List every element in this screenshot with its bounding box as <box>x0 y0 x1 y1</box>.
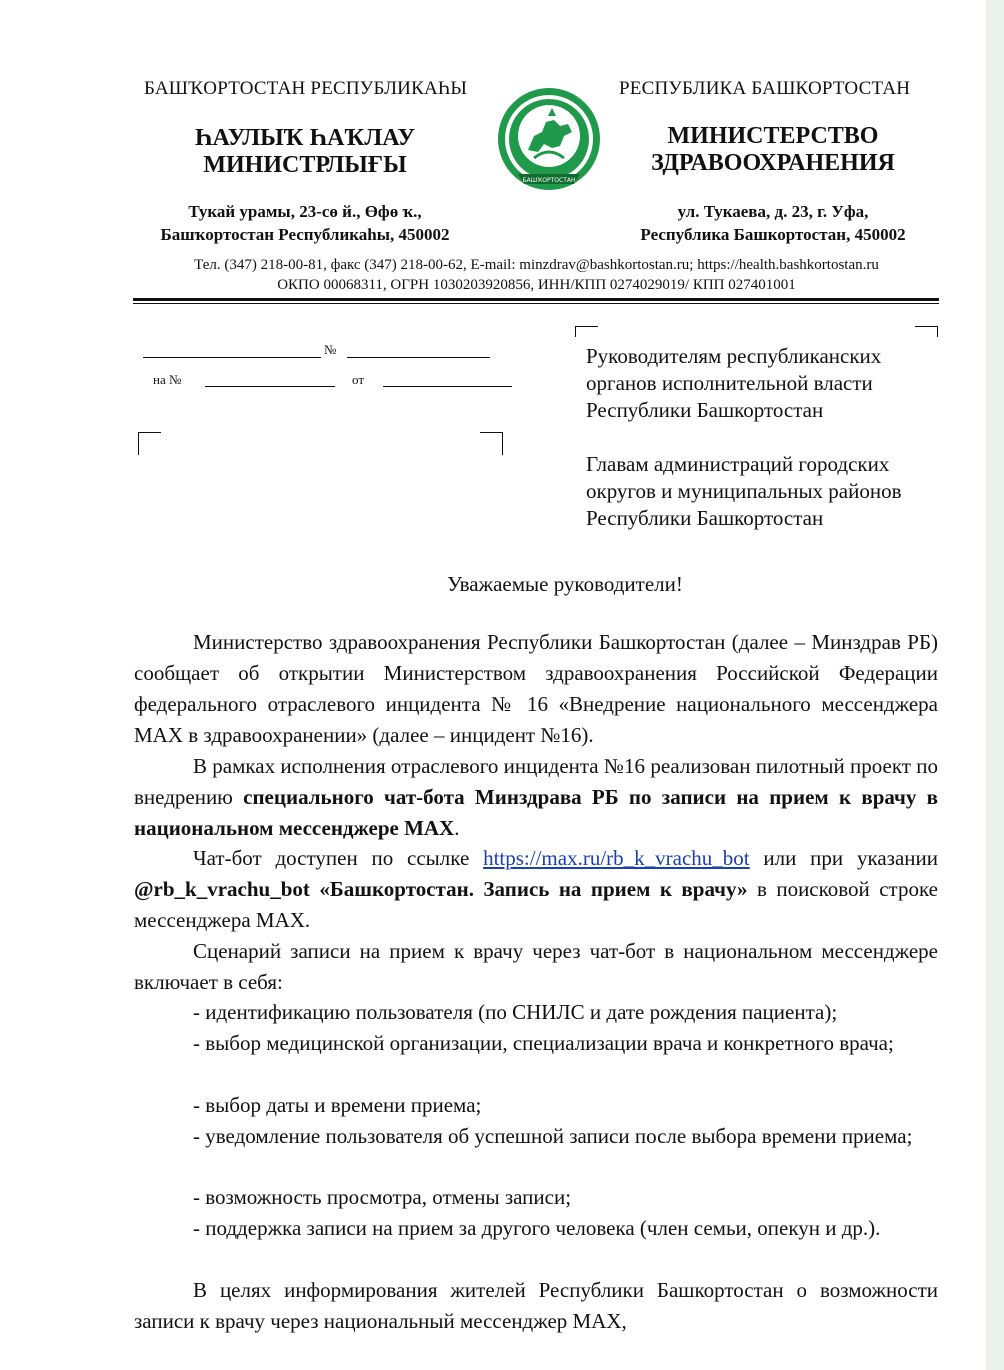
addressee-2-line1: Главам администраций городских <box>586 452 890 476</box>
list-item: - идентификацию пользователя (по СНИЛС и дате рождения пациента); <box>193 1000 838 1024</box>
viewer-background <box>986 0 1004 1370</box>
contact-details <box>135 255 938 295</box>
ministry-ru-line2: ЗДРАВООХРАНЕНИЯ <box>651 150 895 176</box>
contacts-line2: ОКПО 00068311, ОГРН 1030203920856, ИНН/КПП 0274029019/ КПП 027401001 <box>277 277 796 293</box>
addressee-1-line2: органов исполнительной власти <box>586 371 873 395</box>
addressee-block-2 <box>586 451 946 532</box>
bashkortostan-emblem-icon <box>494 86 604 198</box>
list-item: - выбор медицинской организации, специализации врача и конкретного врача; <box>193 1031 894 1055</box>
contacts-line1: Тел. (347) 218-00-81, факс (347) 218-00-62, E-mail: minzdrav@bashkortostan.ru; https://health.bashkortostan.ru <box>194 257 879 273</box>
ministry-name-russian <box>628 123 918 177</box>
outgoing-number-line <box>347 357 490 358</box>
paragraph-4: Сценарий записи на прием к врачу через чат-бот в национальном мессенджере включает в себя: <box>134 939 938 994</box>
outgoing-date-line <box>143 357 321 358</box>
svg-text:БАШҠОРТОСТАН: БАШҠОРТОСТАН <box>522 177 576 184</box>
greeting: Уважаемые руководители! <box>447 572 683 596</box>
p3-text: Чат-бот доступен по ссылке <box>193 846 484 870</box>
addressee-corner-left <box>575 326 598 337</box>
header-divider-thin <box>133 303 939 304</box>
ministry-name-bashkir <box>150 125 460 179</box>
list-item: - уведомление пользователя об успешной записи после выбора времени приема; <box>193 1124 913 1148</box>
address-russian <box>618 200 928 246</box>
addressee-1-line3: Республики Башкортостан <box>586 398 824 422</box>
addressee-corner-right <box>915 326 938 337</box>
reference-date-line <box>383 386 512 387</box>
reference-date-label: от <box>352 372 365 387</box>
p3-bold-text: @rb_k_vrachu_bot «Башкортостан. Запись на прием к врачу» <box>134 877 748 901</box>
addressee-1-line1: Руководителям республиканских <box>586 344 882 368</box>
paragraph-1: Министерство здравоохранения Республики Башкортостан (далее – Минздрав РБ) сообщает об открытии Министерством здравоохранения Российской Федерации федерального отраслевого инцидента № 16 «Внедрение национального мессенджера MAX в здравоохранении» (далее – инцидент №16). <box>134 630 938 747</box>
number-sign: № <box>324 342 337 357</box>
p2-bold-text: специального чат-бота Минздрава РБ по записи на прием к врачу в национальном мессенджере MAX <box>134 785 938 840</box>
header-divider <box>133 298 939 301</box>
reference-number-label: на № <box>153 372 182 387</box>
addressee-block-1 <box>586 343 946 424</box>
address-ba-line1: Тукай урамы, 23-сө й., Өфө ҡ., <box>188 202 422 221</box>
address-ba-line2: Башҡортостан Республикаһы, 450002 <box>160 225 450 244</box>
p3-end-text: в поисковой строке мессенджера MAX. <box>134 877 938 932</box>
list-item: - выбор даты и времени приема; <box>193 1093 482 1117</box>
list-item: - поддержка записи на прием за другого человека (член семьи, опекун и др.). <box>193 1216 881 1240</box>
ministry-ba-line1: ҺАУЛЫҠ ҺАҠЛАУ <box>194 125 416 151</box>
reference-number-line <box>205 386 335 387</box>
address-ru-line1: ул. Тукаева, д. 23, г. Уфа, <box>677 202 869 221</box>
subject-corner-right <box>480 432 503 455</box>
paragraph-5: В целях информирования жителей Республики Башкортостан о возможности записи к врачу через национальный мессенджер MAX, <box>134 1278 938 1333</box>
republic-name-bashkir: БАШҠОРТОСТАН РЕСПУБЛИКАҺЫ <box>144 78 468 99</box>
paragraph-3 <box>134 843 938 936</box>
address-ru-line2: Республика Башкортостан, 450002 <box>640 225 906 244</box>
chatbot-link[interactable]: https://max.ru/rb_k_vrachu_bot <box>483 846 750 870</box>
ministry-ru-line1: МИНИСТЕРСТВО <box>667 123 879 149</box>
list-item: - возможность просмотра, отмены записи; <box>193 1185 572 1209</box>
addressee-2-line3: Республики Башкортостан <box>586 506 824 530</box>
address-bashkir <box>140 200 470 246</box>
ministry-ba-line2: МИНИСТРЛЫҒЫ <box>203 152 407 178</box>
p3-mid-text: или при указании <box>749 846 938 870</box>
p2-text: В рамках исполнения отраслевого инцидента №16 реализован пилотный проект по внедрению <box>134 754 938 809</box>
republic-name-russian: РЕСПУБЛИКА БАШКОРТОСТАН <box>619 78 911 99</box>
p2-end: . <box>454 816 460 840</box>
paragraph-2 <box>134 751 938 844</box>
addressee-2-line2: округов и муниципальных районов <box>586 479 902 503</box>
subject-corner-left <box>138 432 161 455</box>
